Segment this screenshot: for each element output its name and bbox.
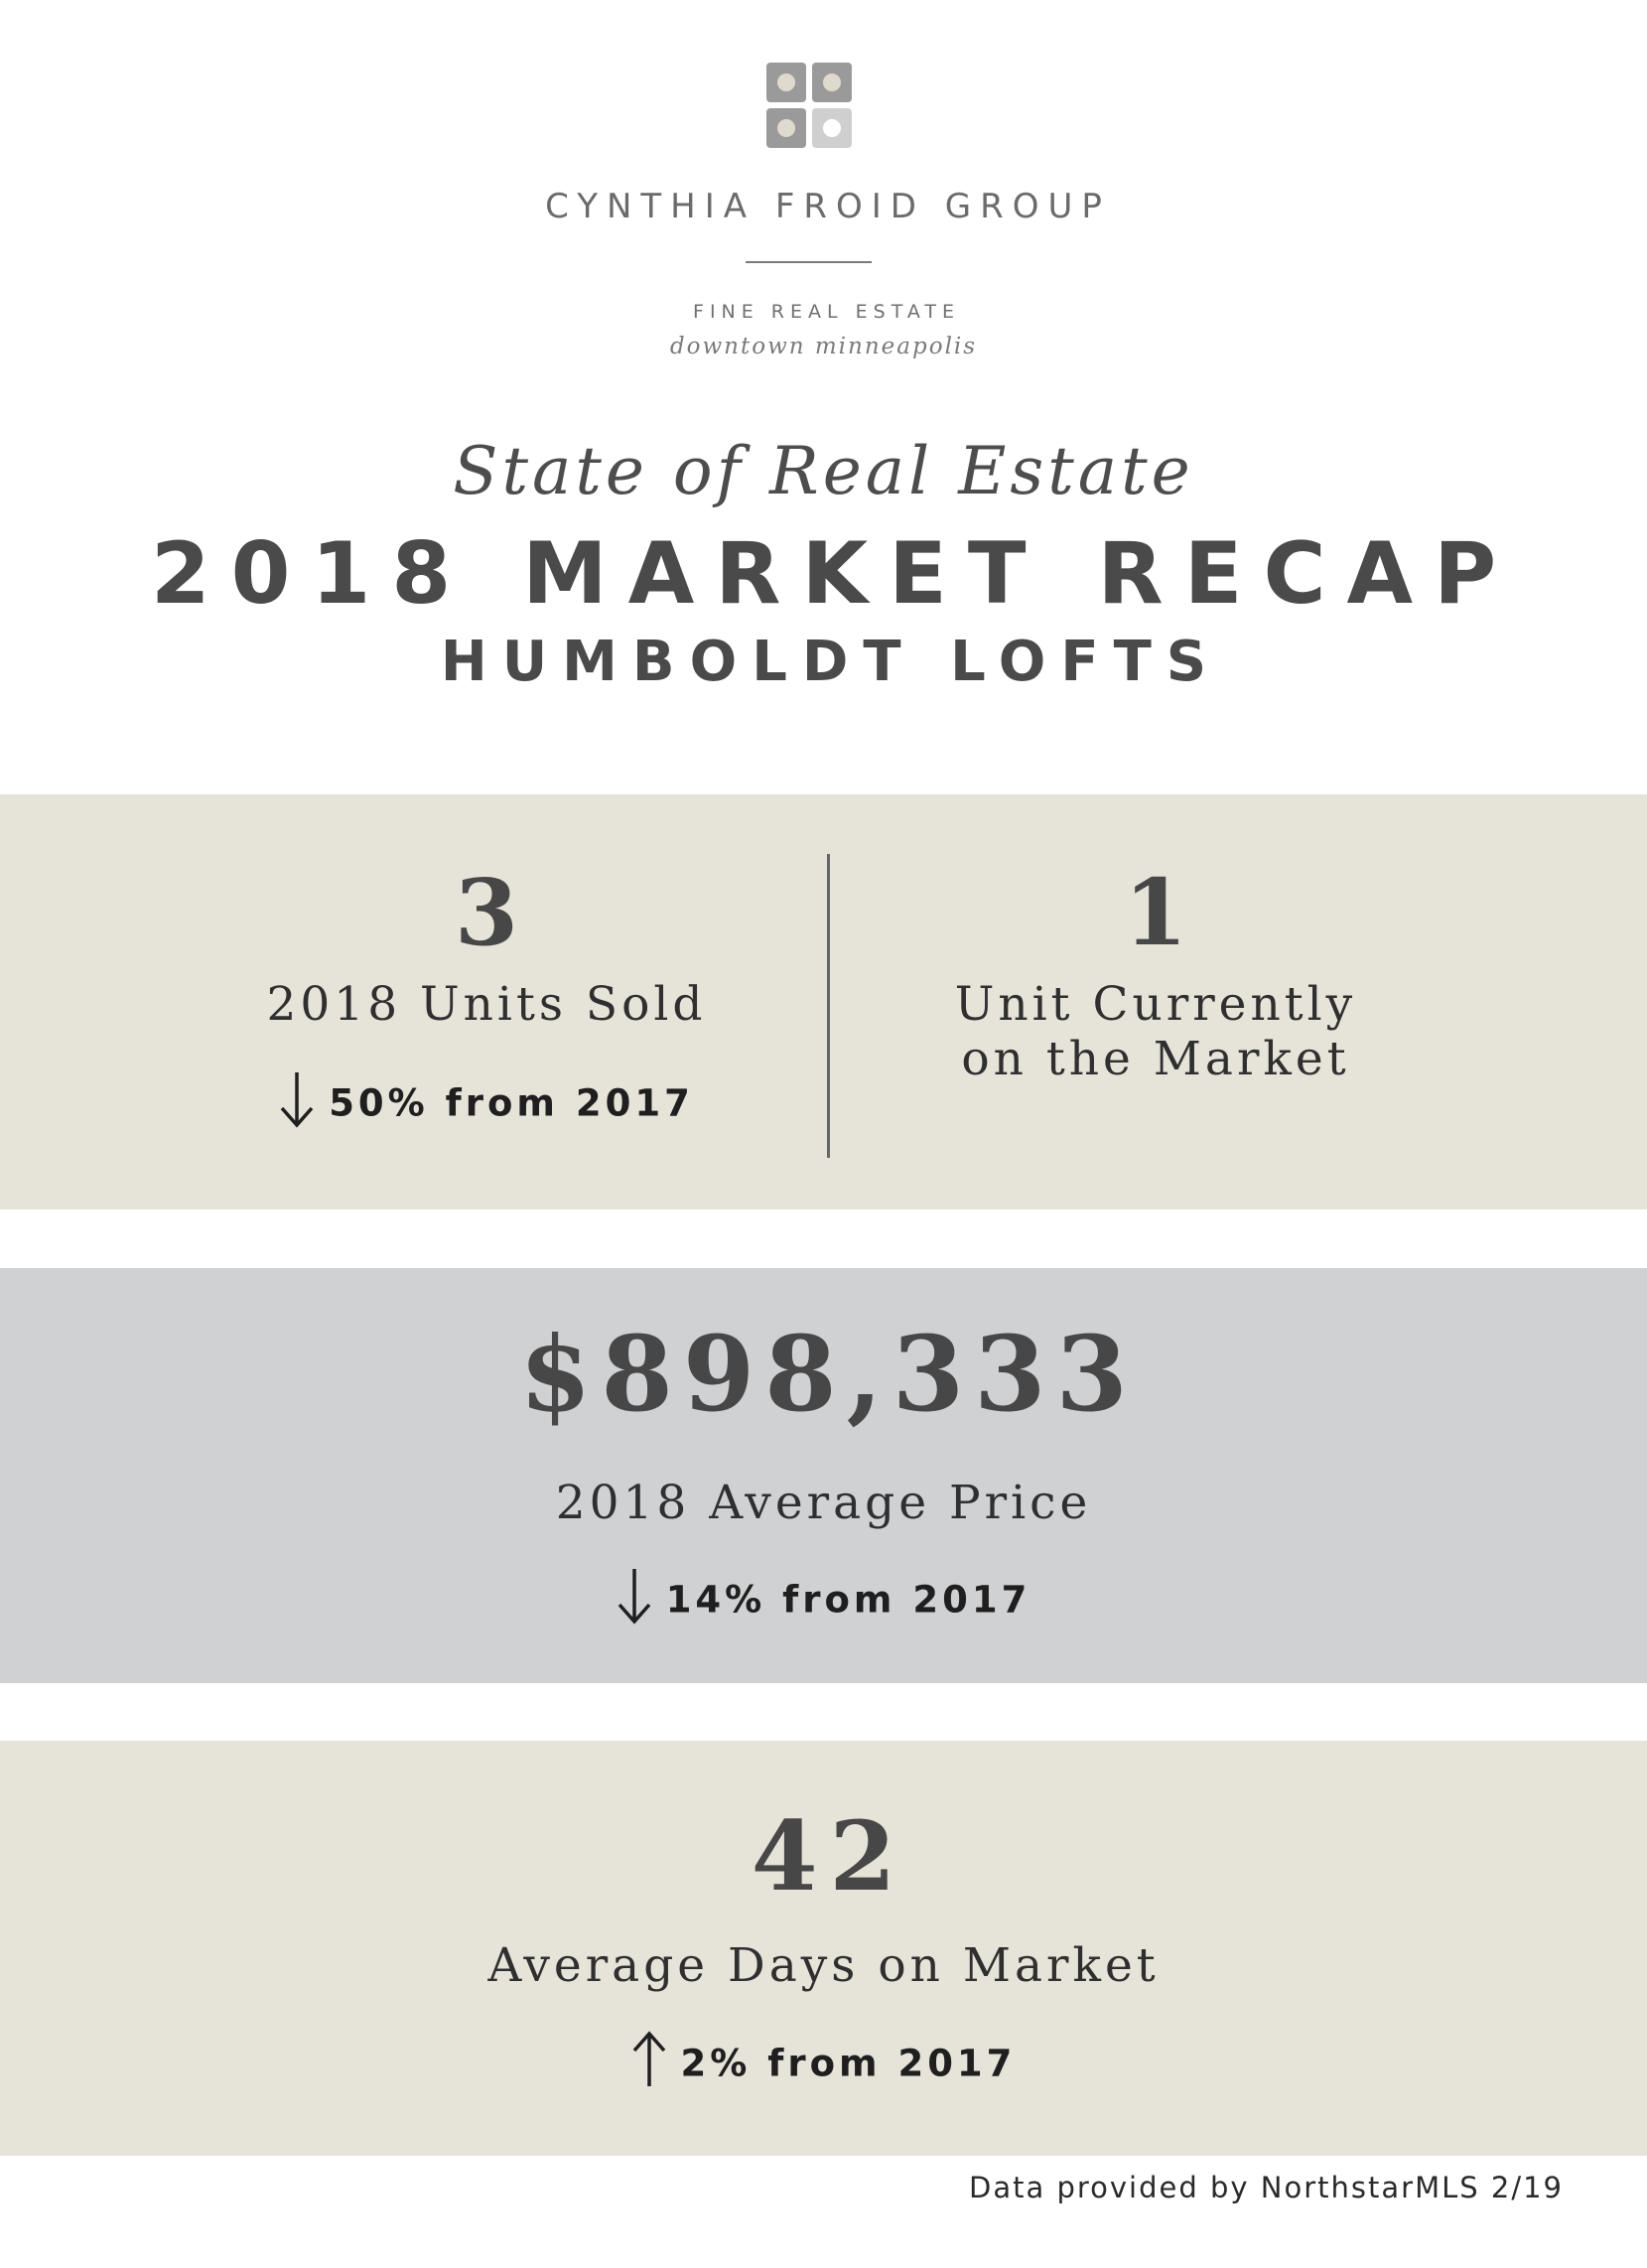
brand-logo-icon [766,63,852,148]
brand-divider [746,261,872,263]
days-on-market-change [0,2035,1647,2092]
units-sold-value: 3 [454,859,518,966]
on-market-value: 1 [1123,859,1187,966]
on-market-label-line1: Unit Currently [954,977,1357,1032]
average-price-change-text: 14% from 2017 [665,1578,1031,1622]
brand-tagline: FINE REAL ESTATE [693,301,960,323]
on-market-label-line2: on the Market [961,1032,1350,1086]
average-price-label: 2018 Average Price [555,1476,1092,1530]
days-on-market-change-text: 2% from 2017 [680,2042,1017,2085]
days-on-market-band [0,1741,1647,2156]
average-price-change [0,1571,1647,1629]
script-title: State of Real Estate [453,433,1194,509]
units-stats-band [0,794,1647,1209]
arrow-down-icon [279,1070,315,1128]
arrow-down-icon [617,1567,652,1625]
page-title: 2018 MARKET RECAP [150,524,1518,624]
data-source-note: Data provided by NorthstarMLS 2/19 [969,2171,1564,2204]
units-sold-change-text: 50% from 2017 [329,1081,694,1125]
arrow-up-icon [631,2031,667,2088]
brand-name: CYNTHIA FROID GROUP [545,187,1111,226]
units-sold-label: 2018 Units Sold [266,977,707,1032]
property-name: HUMBOLDT LOFTS [440,630,1222,694]
average-price-value: $898,333 [519,1313,1138,1435]
days-on-market-value: 42 [751,1800,908,1913]
brand-location-script: downtown minneapolis [669,334,978,359]
average-price-band [0,1268,1647,1683]
days-on-market-label: Average Days on Market [487,1938,1160,1993]
